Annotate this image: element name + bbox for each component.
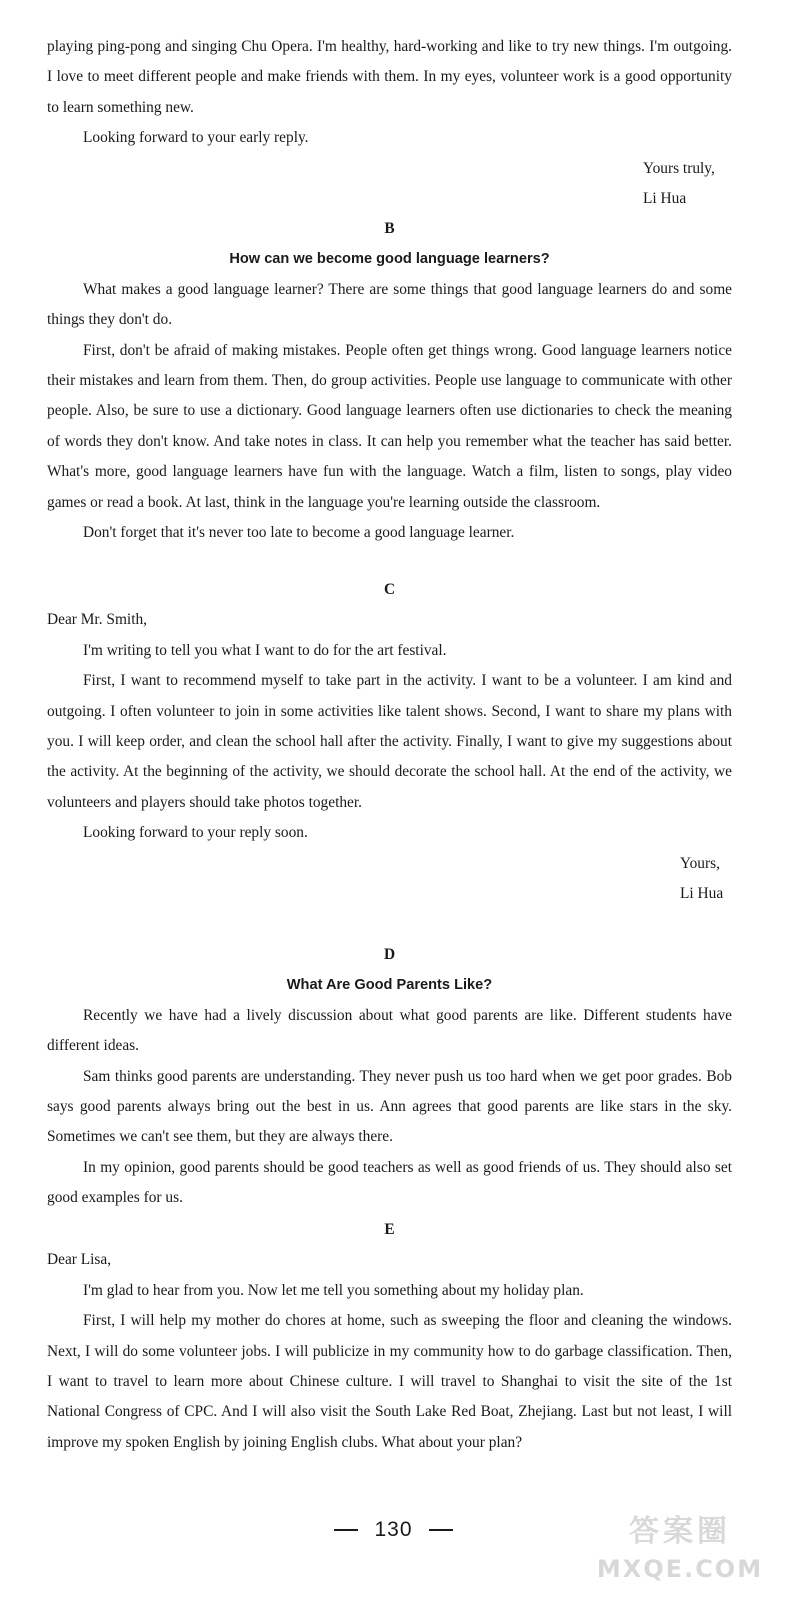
intro-paragraph: playing ping-pong and singing Chu Opera. I'm healthy, hard-working and like to try new things. I'm outgoing. I love to meet different people and make friends with them. In my eyes, volunteer work is a good opportunity to learn something new. bbox=[47, 38, 732, 116]
section-c-paragraph: First, I want to recommend myself to take part in the activity. I want to be a volunteer. I am kind and outgoing. I often volunteer to join in some activities like talent shows. Second, I want to share my plans with you. I will keep order, and clean the school hall after the activity. Finally, I want to give my suggestions about the activity. At the beginning of the activity, we should decorate the school hall. At the end of the activity, we volunteers and players should take photos together. bbox=[47, 672, 732, 811]
section-b-title: How can we become good language learners? bbox=[229, 251, 550, 268]
watermark-top-text: 答案圈 bbox=[629, 1514, 731, 1549]
watermark-logo bbox=[585, 1512, 775, 1594]
section-b-paragraph: What makes a good language learner? There are some things that good language learners do and some things they don't do. bbox=[47, 280, 732, 329]
section-e-letter: E bbox=[384, 1221, 395, 1238]
page-number-value: 130 bbox=[374, 1518, 413, 1541]
section-d-paragraph: In my opinion, good parents should be good teachers as well as good friends of us. They should also set good examples for us. bbox=[47, 1158, 732, 1207]
section-c-greeting: Dear Mr. Smith, bbox=[47, 611, 148, 629]
section-d bbox=[47, 940, 732, 1214]
section-e-paragraph: I'm glad to hear from you. Now let me tell you something about my holiday plan. bbox=[83, 1281, 584, 1299]
page-number-dash-left bbox=[334, 1529, 358, 1531]
section-c bbox=[47, 575, 732, 909]
section-b-paragraph: First, don't be afraid of making mistakes. People often get things wrong. Good language learners notice their mistakes and learn from them. Then, do group activities. People use language to communicate with other people. Also, be sure to use a dictionary. Good language learners often use dictionaries to check the meaning of words they don't know. And take notes in class. It can help you remember what the teacher has said better. What's more, good language learners have fun with the language. Watch a film, listen to songs, play video games or read a book. At last, think in the language you're learning outside the classroom. bbox=[47, 341, 732, 511]
section-d-title: What Are Good Parents Like? bbox=[286, 977, 493, 994]
section-b bbox=[47, 214, 732, 548]
section-d-letter: D bbox=[383, 946, 396, 963]
section-d-paragraph: Recently we have had a lively discussion about what good parents are like. Different students have different ideas. bbox=[47, 1006, 732, 1055]
section-c-signature: Li Hua bbox=[680, 885, 724, 903]
intro-signoff: Yours truly, bbox=[643, 159, 715, 177]
section-c-paragraph: I'm writing to tell you what I want to do for the art festival. bbox=[83, 641, 447, 659]
section-e-paragraph: First, I will help my mother do chores at home, such as sweeping the floor and cleaning the windows. Next, I will do some volunteer jobs. I will publicize in my community how to do garbage classification. Then, I want to travel to learn more about Chinese culture. I will travel to Shanghai to visit the site of the 1st National Congress of CPC. And I will also visit the South Lake Red Boat, Zhejiang. Last but not least, I will improve my spoken English by joining English clubs. What about your plan? bbox=[47, 1312, 732, 1451]
section-e bbox=[47, 1215, 732, 1458]
intro-signature: Li Hua bbox=[643, 190, 687, 208]
section-c-letter: C bbox=[383, 581, 396, 598]
section-e-greeting: Dear Lisa, bbox=[47, 1251, 112, 1269]
section-d-paragraph: Sam thinks good parents are understanding. They never push us too hard when we get poor grades. Bob says good parents always bring out the best in us. Ann agrees that good parents are like stars in the sky. Sometimes we can't see them, but they are always there. bbox=[47, 1067, 732, 1146]
section-b-paragraph: Don't forget that it's never too late to become a good language learner. bbox=[83, 524, 515, 542]
section-b-letter: B bbox=[384, 220, 395, 237]
section-c-signoff: Yours, bbox=[680, 854, 720, 872]
page-number-dash-right bbox=[429, 1529, 453, 1531]
intro-closing: Looking forward to your early reply. bbox=[83, 129, 309, 147]
watermark-bottom-text: MXQE.COM bbox=[596, 1555, 764, 1583]
intro-section bbox=[47, 32, 732, 214]
section-c-paragraph: Looking forward to your reply soon. bbox=[83, 824, 308, 842]
